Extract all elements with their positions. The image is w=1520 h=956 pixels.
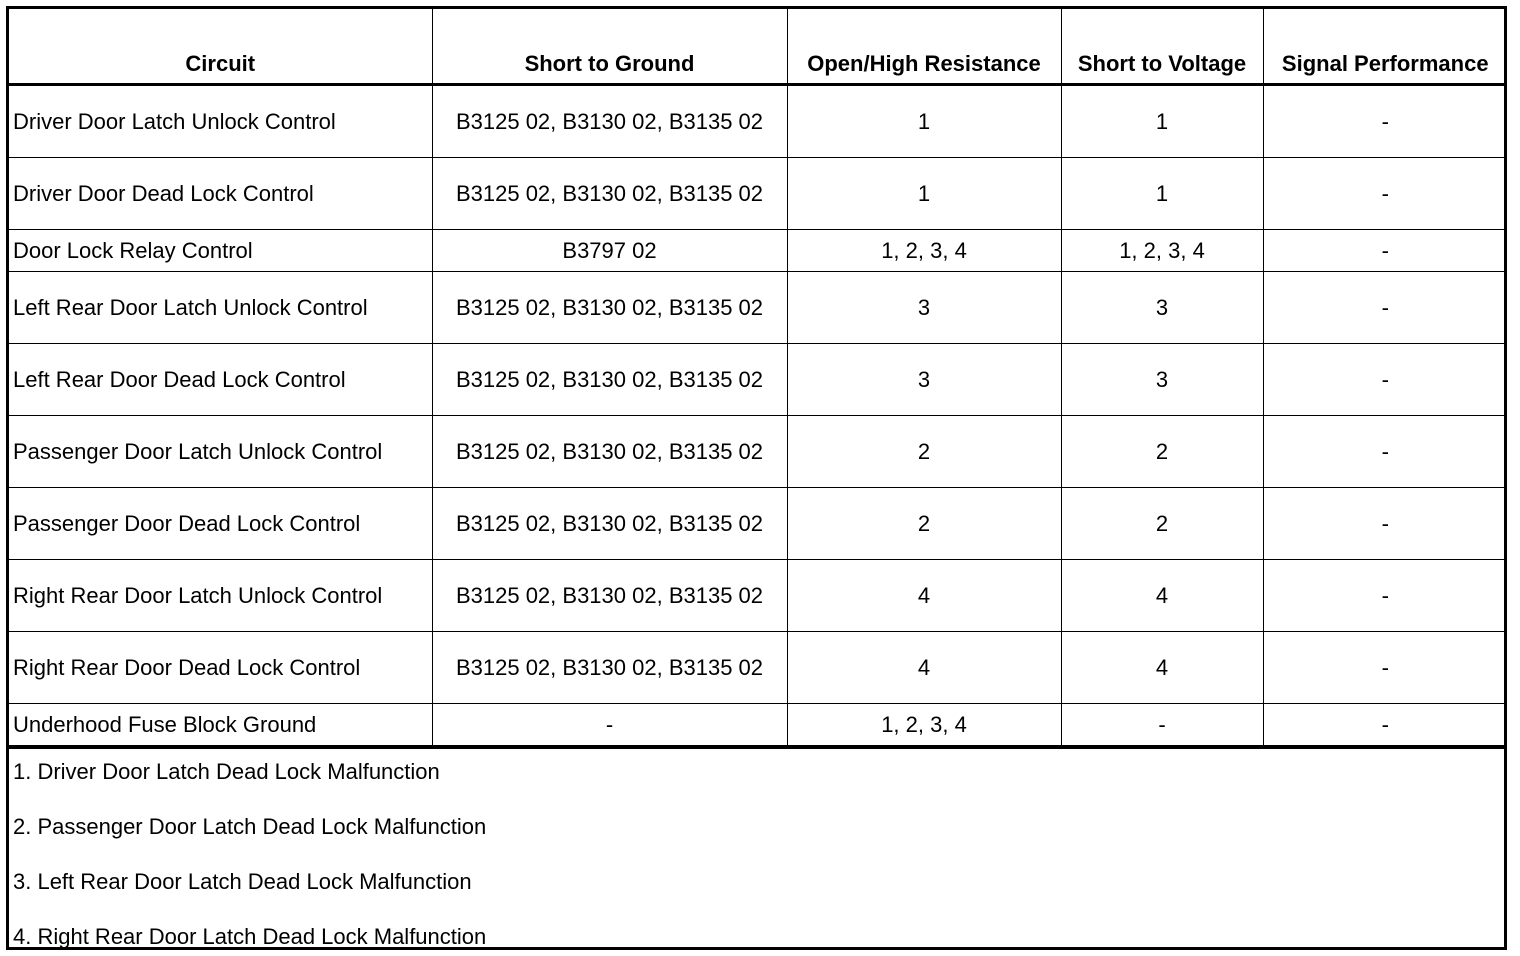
table-row — [9, 704, 1507, 746]
cell-circuit: Door Lock Relay Control — [9, 230, 432, 272]
cell-open: 4 — [787, 560, 1061, 632]
cell-open: 2 — [787, 416, 1061, 488]
table-row — [9, 158, 1507, 230]
table-row — [9, 632, 1507, 704]
cell-short-to-ground: B3125 02, B3130 02, B3135 02 — [432, 85, 787, 158]
cell-short-to-ground: B3125 02, B3130 02, B3135 02 — [432, 416, 787, 488]
cell-open: 1, 2, 3, 4 — [787, 704, 1061, 746]
table-row — [9, 272, 1507, 344]
cell-signal: - — [1263, 416, 1507, 488]
cell-short-to-ground: B3125 02, B3130 02, B3135 02 — [432, 344, 787, 416]
cell-short-to-ground: B3125 02, B3130 02, B3135 02 — [432, 272, 787, 344]
cell-signal: - — [1263, 344, 1507, 416]
table-row — [9, 488, 1507, 560]
cell-signal: - — [1263, 272, 1507, 344]
header-signal-performance: Signal Performance — [1263, 9, 1507, 85]
cell-signal: - — [1263, 230, 1507, 272]
cell-open: 3 — [787, 344, 1061, 416]
cell-circuit: Passenger Door Dead Lock Control — [9, 488, 432, 560]
cell-voltage: 3 — [1061, 272, 1263, 344]
cell-circuit: Left Rear Door Dead Lock Control — [9, 344, 432, 416]
cell-voltage: 1, 2, 3, 4 — [1061, 230, 1263, 272]
cell-voltage: 1 — [1061, 158, 1263, 230]
table-row — [9, 344, 1507, 416]
cell-voltage: 2 — [1061, 416, 1263, 488]
cell-short-to-ground: B3125 02, B3130 02, B3135 02 — [432, 488, 787, 560]
table-row — [9, 85, 1507, 158]
cell-open: 2 — [787, 488, 1061, 560]
cell-circuit: Right Rear Door Dead Lock Control — [9, 632, 432, 704]
footnote-3: 3. Left Rear Door Latch Dead Lock Malfunction — [13, 869, 472, 894]
cell-short-to-ground: B3125 02, B3130 02, B3135 02 — [432, 560, 787, 632]
cell-circuit: Right Rear Door Latch Unlock Control — [9, 560, 432, 632]
cell-signal: - — [1263, 632, 1507, 704]
cell-voltage: 2 — [1061, 488, 1263, 560]
cell-open: 3 — [787, 272, 1061, 344]
cell-signal: - — [1263, 488, 1507, 560]
cell-circuit: Left Rear Door Latch Unlock Control — [9, 272, 432, 344]
cell-short-to-ground: B3125 02, B3130 02, B3135 02 — [432, 632, 787, 704]
header-open-high-resistance: Open/High Resistance — [787, 9, 1061, 85]
header-circuit: Circuit — [9, 9, 432, 85]
cell-voltage: - — [1061, 704, 1263, 746]
footnotes — [9, 746, 1504, 952]
footnote-2: 2. Passenger Door Latch Dead Lock Malfunction — [13, 814, 487, 839]
cell-short-to-ground: B3125 02, B3130 02, B3135 02 — [432, 158, 787, 230]
circuit-fault-table — [9, 9, 1507, 746]
header-short-to-ground: Short to Ground — [432, 9, 787, 85]
cell-circuit: Driver Door Dead Lock Control — [9, 158, 432, 230]
header-short-to-voltage: Short to Voltage — [1061, 9, 1263, 85]
cell-open: 1 — [787, 85, 1061, 158]
cell-voltage: 4 — [1061, 632, 1263, 704]
cell-circuit: Underhood Fuse Block Ground — [9, 704, 432, 746]
cell-open: 4 — [787, 632, 1061, 704]
table-row — [9, 416, 1507, 488]
cell-signal: - — [1263, 704, 1507, 746]
cell-voltage: 1 — [1061, 85, 1263, 158]
cell-voltage: 3 — [1061, 344, 1263, 416]
cell-circuit: Driver Door Latch Unlock Control — [9, 85, 432, 158]
cell-signal: - — [1263, 85, 1507, 158]
cell-open: 1 — [787, 158, 1061, 230]
cell-voltage: 4 — [1061, 560, 1263, 632]
cell-signal: - — [1263, 560, 1507, 632]
cell-short-to-ground: B3797 02 — [432, 230, 787, 272]
footnote-4: 4. Right Rear Door Latch Dead Lock Malfunction — [13, 924, 487, 949]
cell-circuit: Passenger Door Latch Unlock Control — [9, 416, 432, 488]
diagnostic-table-sheet — [6, 6, 1507, 950]
table-row — [9, 230, 1507, 272]
cell-short-to-ground: - — [432, 704, 787, 746]
footnote-1: 1. Driver Door Latch Dead Lock Malfunction — [13, 759, 440, 784]
cell-signal: - — [1263, 158, 1507, 230]
table-row — [9, 560, 1507, 632]
cell-open: 1, 2, 3, 4 — [787, 230, 1061, 272]
header-row — [9, 9, 1507, 85]
